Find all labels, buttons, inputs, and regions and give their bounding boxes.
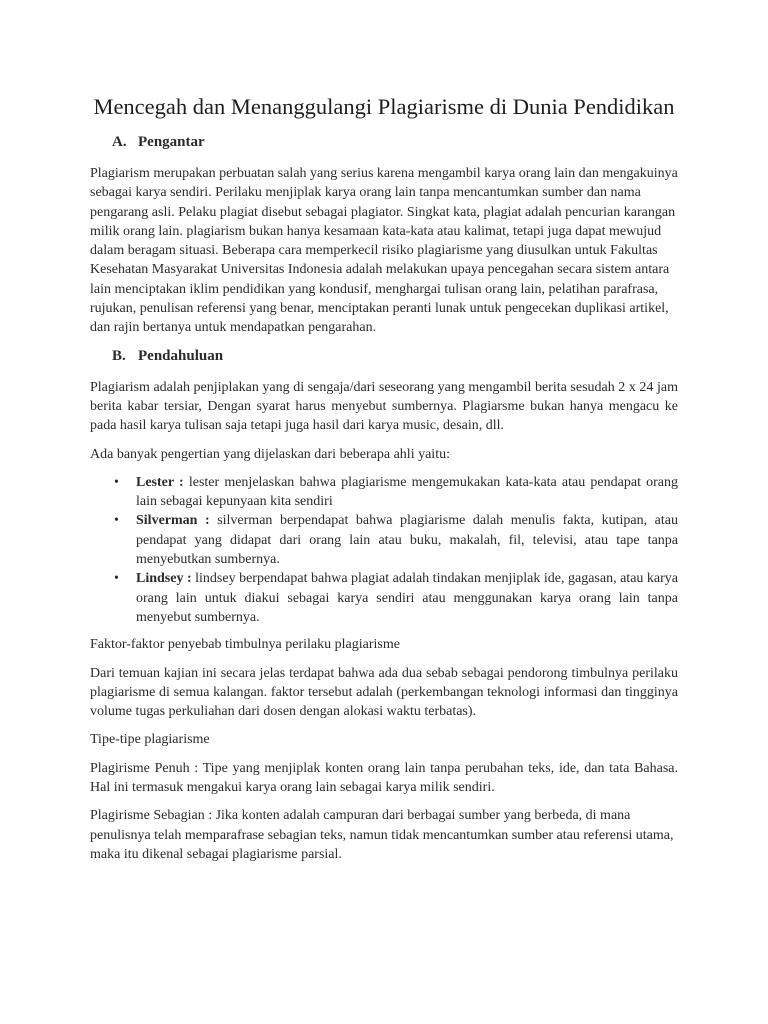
list-item xyxy=(114,511,678,569)
list-item xyxy=(114,569,679,627)
expert-definition: lindsey berpendapat bahwa plagiat adalah tindakan menjiplak ide, gagasan, atau karya orang lain untuk diakui sebagai karya sendiri atau menggunakan karya orang lain tanpa menyebut sumbernya. xyxy=(136,571,679,625)
bullet-icon: • xyxy=(114,513,119,529)
list-item xyxy=(114,473,678,512)
factors-paragraph: Dari temuan kajian ini secara jelas terdapat bahwa ada dua sebab sebagai pendorong timbulnya perilaku plagiarisme di semua kalangan. faktor tersebut adalah (perkembangan teknologi informasi dan tingginya volume tugas perkuliahan dari dosen dengan alokasi waktu terbatas). xyxy=(90,665,678,720)
expert-name: Lindsey : xyxy=(136,571,192,587)
document-page xyxy=(90,92,678,873)
expert-definition: silverman berpendapat bahwa plagiarisme dalah menulis fakta, kutipan, atau pendapat yang didapat dari orang lain atau buku, makalah, fil, televisi, atau tape tanpa menyebutkan sumbernya. xyxy=(136,513,678,568)
section-heading-pendahuluan xyxy=(90,347,678,365)
bullet-icon: • xyxy=(114,571,119,587)
type-partial-paragraph: Plagirisme Sebagian : Jika konten adalah campuran dari berbagai sumber yang berbeda, di mana penulisnya telah memparafrase sebagian teks, namun tidak mencantumkan sumber atau referensi utama, maka itu dikenal sebagai plagiarisme parsial. xyxy=(90,808,674,862)
experts-list xyxy=(90,473,678,627)
section-heading-pengantar xyxy=(90,133,678,151)
expert-name: Silverman : xyxy=(136,513,210,529)
type-full-paragraph: Plagirisme Penuh : Tipe yang menjiplak konten orang lain tanpa perubahan teks, ide, dan tata Bahasa. Hal ini termasuk mengakui karya orang lain sebagai karya milik sendiri. xyxy=(90,760,678,796)
factors-heading: Faktor-faktor penyebab timbulnya perilaku plagiarisme xyxy=(90,637,400,653)
document-title: Mencegah dan Menanggulangi Plagiarisme di Dunia Pendidikan xyxy=(93,94,675,119)
section-letter: B. xyxy=(112,347,126,364)
bullet-icon: • xyxy=(114,474,119,490)
pengantar-paragraph: Plagiarism merupakan perbuatan salah yang serius karena mengambil karya orang lain dan mengakuinya sebagai karya sendiri. Perilaku menjiplak karya orang lain tanpa mencantumkan sumber dan nama pengarang asli. Pelaku plagiat disebut sebagai plagiator. Singkat kata, plagiat adalah pencurian karangan milik orang lain. plagiarism bukan hanya kesamaan kata-kata atau kalimat, tetapi juga dapat mewujud dalam beragam situasi. Beberapa cara memperkecil risiko plagiarisme yang diusulkan untuk Fakultas Kesehatan Masyarakat Universitas Indonesia adalah melakukan upaya pencegahan secara sistem antara lain menciptakan iklim pendidikan yang kondusif, menghargai tulisan orang lain, pelatihan parafrasa, rujukan, penulisan referensi yang benar, menciptakan peranti lunak untuk pengecekan duplikasi artikel, dan rajin bertanya untuk mendapatkan pengarahan. xyxy=(90,166,678,336)
section-letter: A. xyxy=(112,134,127,150)
expert-definition: lester menjelaskan bahwa plagiarisme mengemukakan kata-kata atau pendapat orang lain sebagai kepunyaan kita sendiri xyxy=(136,474,678,510)
experts-intro: Ada banyak pengertian yang dijelaskan dari beberapa ahli yaitu: xyxy=(90,446,450,462)
types-heading: Tipe-tipe plagiarisme xyxy=(90,732,210,748)
expert-name: Lester : xyxy=(136,474,184,490)
section-heading-label: Pengantar xyxy=(138,134,205,150)
section-heading-label: Pendahuluan xyxy=(138,347,224,364)
pendahuluan-paragraph: Plagiarism adalah penjiplakan yang di sengaja/dari seseorang yang mengambil berita sesudah 2 x 24 jam berita kabar tersiar, Dengan syarat harus menyebut sumbernya. Plagiarsme bukan hanya mengacu ke pada hasil karya tulisan saja tetapi juga hasil dari karya music, desain, dll. xyxy=(90,379,678,434)
